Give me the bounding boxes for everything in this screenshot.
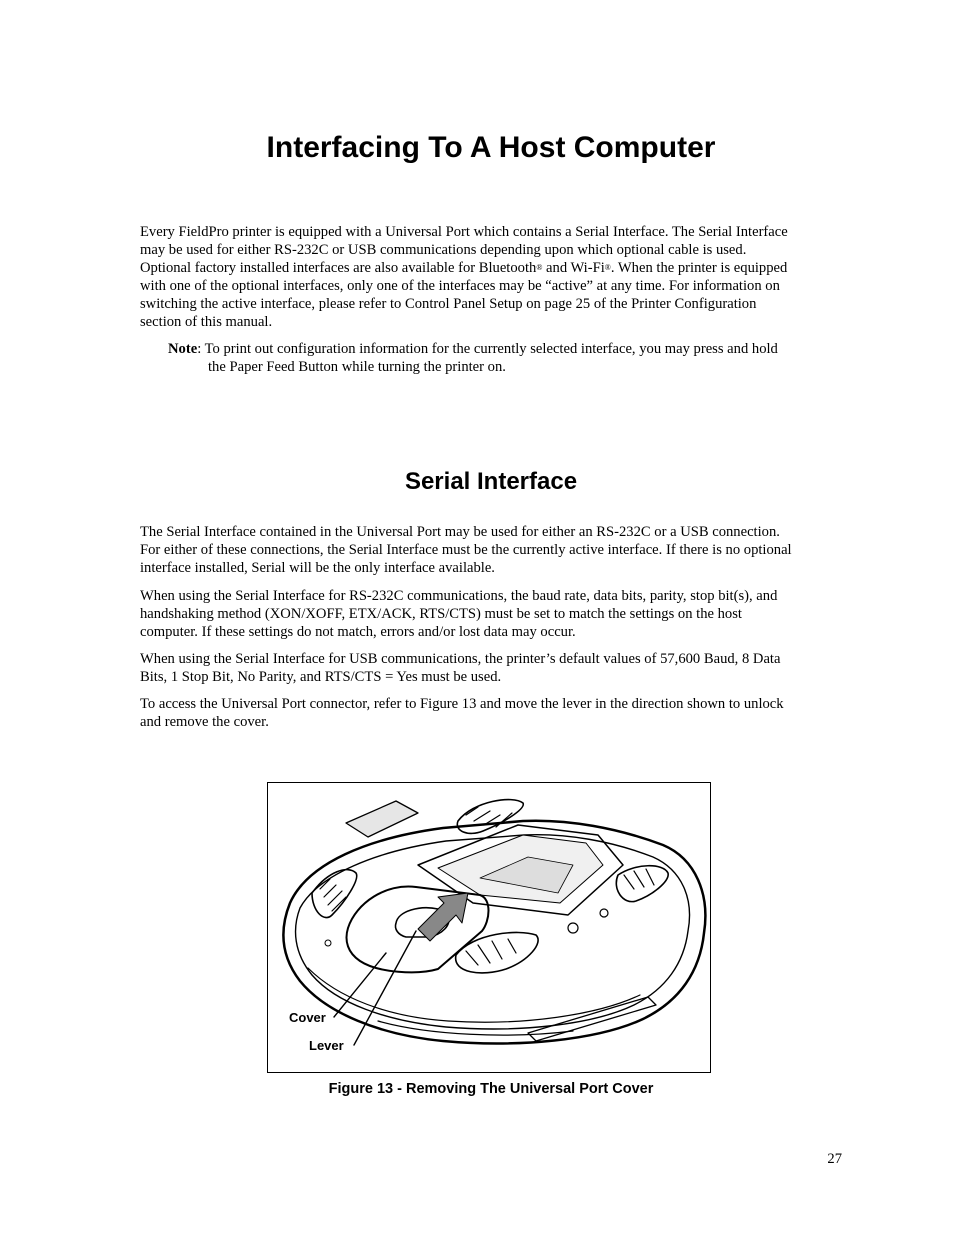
figure-13-printer-illustration — [267, 782, 711, 1073]
intro-paragraph — [140, 223, 846, 331]
note-paragraph — [168, 340, 848, 376]
intro-line-3-part-1: Optional factory installed interfaces are also available for Bluetooth — [140, 260, 537, 276]
note-line-2: the Paper Feed Button while turning the printer on. — [208, 359, 506, 375]
serial-p4-line-1: To access the Universal Port connector, refer to Figure 13 and move the lever in the direction shown to unlock — [140, 696, 784, 712]
callout-lever: Lever — [309, 1038, 344, 1053]
intro-line-6: section of this manual. — [140, 314, 273, 330]
intro-line-3-part-3: . When the printer is equipped — [610, 260, 788, 276]
figure-caption: Figure 13 - Removing The Universal Port Cover — [328, 1081, 654, 1097]
registered-mark: ® — [604, 263, 611, 272]
note-label: Note — [168, 341, 198, 357]
intro-line-5: switching the active interface, please refer to Control Panel Setup on page 25 of the Printer Configuration — [140, 296, 757, 312]
serial-p2-line-3: computer. If these settings do not match, errors and/or lost data may occur. — [140, 624, 576, 640]
serial-p4-line-2: and remove the cover. — [140, 714, 269, 730]
intro-line-3-part-2: and Wi-Fi — [542, 260, 605, 276]
serial-paragraph-2 — [140, 587, 846, 641]
note-text-1: : To print out configuration information for the currently selected interface, you may press and hold — [197, 341, 778, 357]
serial-p1-line-2: For either of these connections, the Serial Interface must be the currently active interface. If there is no optional — [140, 542, 792, 558]
serial-paragraph-4 — [140, 695, 846, 731]
intro-line-1: Every FieldPro printer is equipped with a Universal Port which contains a Serial Interface. The Serial Interface — [140, 224, 788, 240]
intro-line-4: with one of the optional interfaces, only one of the interfaces may be “active” at any time. For information on — [140, 278, 780, 294]
serial-paragraph-3 — [140, 650, 846, 686]
serial-p2-line-1: When using the Serial Interface for RS-232C communications, the baud rate, data bits, parity, stop bit(s), and — [140, 588, 778, 604]
note-line-1 — [168, 340, 848, 358]
serial-paragraph-1 — [140, 523, 846, 577]
serial-p2-line-2: handshaking method (XON/XOFF, ETX/ACK, RTS/CTS) must be set to match the settings on the host — [140, 606, 742, 622]
registered-mark: ® — [536, 263, 543, 272]
intro-line-2: may be used for either RS-232C or USB communications depending upon which optional cable is used. — [140, 242, 747, 258]
printer-line-drawing — [268, 783, 711, 1073]
callout-cover: Cover — [289, 1010, 326, 1025]
serial-p1-line-1: The Serial Interface contained in the Universal Port may be used for either an RS-232C or a USB connection. — [140, 524, 780, 540]
serial-p1-line-3: interface installed, Serial will be the only interface available. — [140, 560, 495, 576]
section-heading-serial-interface: Serial Interface — [404, 468, 578, 495]
serial-p3-line-1: When using the Serial Interface for USB communications, the printer’s default values of 57,600 Baud, 8 Data — [140, 651, 781, 667]
intro-line-3 — [140, 259, 846, 277]
serial-p3-line-2: Bits, 1 Stop Bit, No Parity, and RTS/CTS = Yes must be used. — [140, 669, 502, 685]
page-title: Interfacing To A Host Computer — [266, 131, 716, 164]
page-number: 27 — [827, 1151, 842, 1167]
